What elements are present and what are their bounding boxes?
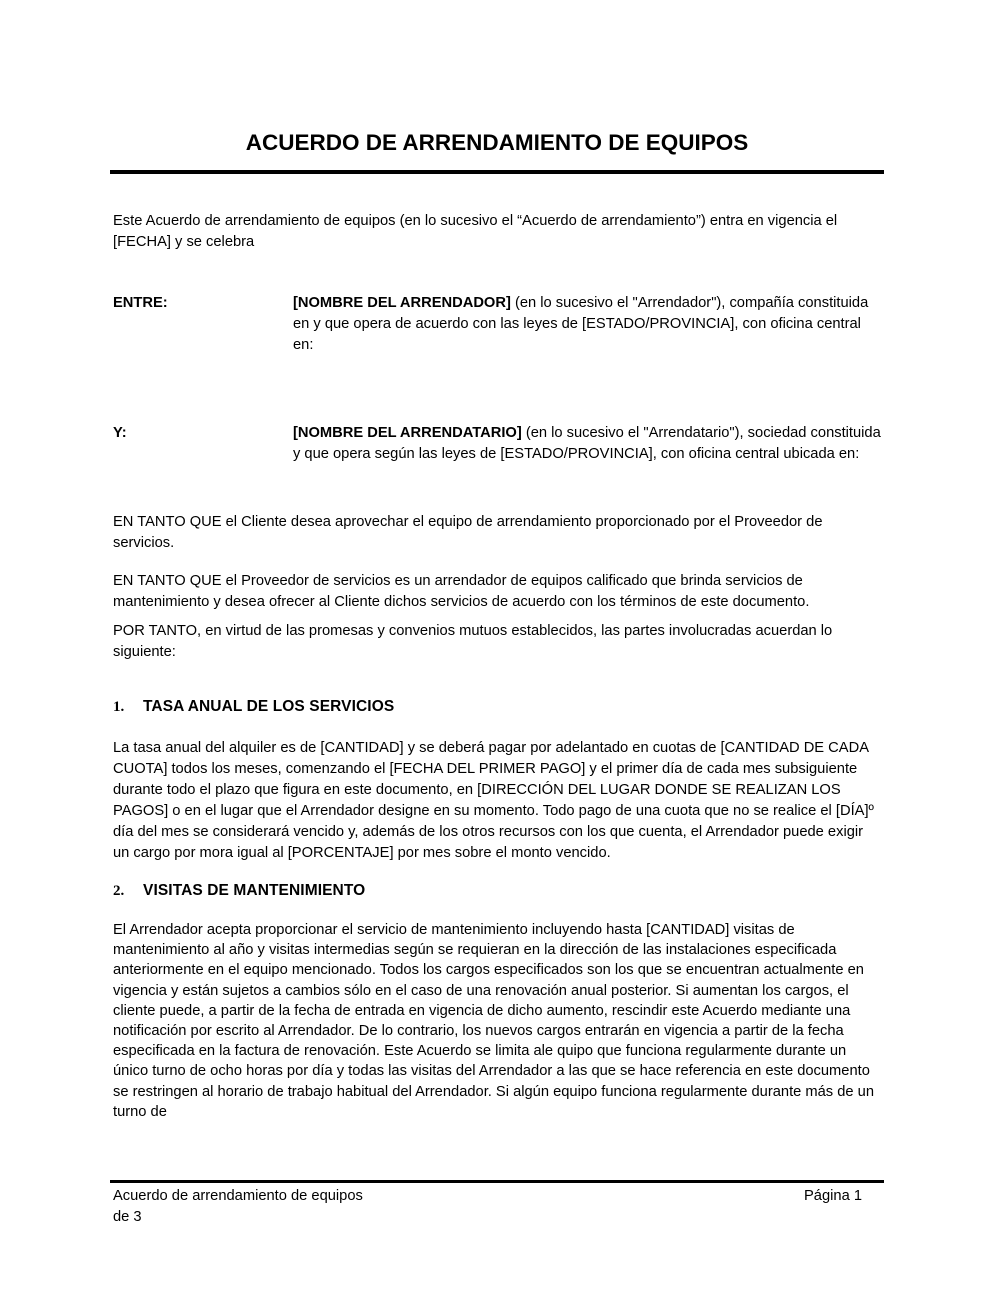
party-name-placeholder: [NOMBRE DEL ARRENDADOR] [293,295,511,311]
party-label: Y: [113,425,127,441]
party-row-y [113,423,881,465]
title-divider-rule [110,170,884,174]
party-row-entre [113,293,881,356]
recital-paragraph: POR TANTO, en virtud de las promesas y convenios mutuos establecidos, las partes involucradas acuerdan lo siguiente: [113,623,833,660]
document-content [0,129,1000,1122]
section-number: 1. [113,699,125,715]
section-number: 2. [113,883,125,899]
document-title: ACUERDO DE ARRENDAMIENTO DE EQUIPOS [245,130,749,155]
section-heading: TASA ANUAL DE LOS SERVICIOS [143,698,395,715]
party-description [293,293,881,356]
footer-divider-rule [110,1180,884,1183]
party-description-text: (en lo sucesivo el "Arrendador"), compañía constituida en y que opera de acuerdo con las leyes de [ESTADO/PROVINCIA], con oficina central en: [293,295,869,353]
page-footer [113,1180,881,1228]
recital-paragraph: EN TANTO QUE el Proveedor de servicios es un arrendador de equipos calificado que brinda servicios de mantenimiento y desea ofrecer al Cliente dichos servicios de acuerdo con los términos de este documento. [113,573,810,610]
party-name-placeholder: [NOMBRE DEL ARRENDATARIO] [293,425,522,441]
footer-page-total: de 3 [113,1209,142,1225]
party-description-text: (en lo sucesivo el "Arrendatario"), sociedad constituida y que opera según las leyes de [ESTADO/PROVINCIA], con oficina central ubicada en: [293,425,881,462]
party-description [293,423,881,465]
footer-page-number: Página 1 [804,1188,862,1204]
section-heading: VISITAS DE MANTENIMIENTO [143,882,366,899]
footer-first-line [113,1186,881,1207]
section-1-heading-row [113,696,881,718]
intro-paragraph: Este Acuerdo de arrendamiento de equipos (en lo sucesivo el “Acuerdo de arrendamiento”) entra en vigencia el [FECHA] y se celebra [113,213,838,250]
recital-paragraph: EN TANTO QUE el Cliente desea aprovechar el equipo de arrendamiento proporcionado por el Proveedor de servicios. [113,514,823,551]
party-label: ENTRE: [113,295,168,311]
section-2-heading-row [113,880,881,902]
section-2-body: El Arrendador acepta proporcionar el servicio de mantenimiento incluyendo hasta [CANTIDAD] visitas de mantenimiento al año y visitas intermedias según se requieran en la dirección de las instalaciones especificada anteriormente en el equipo mencionado. Todos los cargos especificados son los que se encuentran actualmente en vigencia y están sujetos a cambios sólo en el caso de una renovación anual posterior. Si aumentan los cargos, el cliente puede, a partir de la fecha de entrada en vigencia de dicho aumento, rescindir este Acuerdo mediante una notificación por escrito al Arrendador. De lo contrario, los nuevos cargos entrarán en vigencia a partir de la fecha especificada en la factura de renovación. Este Acuerdo se limita ale quipo que funciona regularmente durante un único turno de ocho horas por día y todas las visitas del Arrendador a las que se hace referencia en este documento se restringen al horario de trabajo habitual del Arrendador. Si algún equipo funciona regularmente durante más de un turno de [113,922,874,1120]
footer-doc-title: Acuerdo de arrendamiento de equipos [113,1188,363,1204]
section-1-body: La tasa anual del alquiler es de [CANTIDAD] y se deberá pagar por adelantado en cuotas de [CANTIDAD DE CADA CUOTA] todos los meses, comenzando el [FECHA DEL PRIMER PAGO] y el primer día de cada mes subsiguiente durante todo el plazo que figura en este documento, en [DIRECCIÓN DEL LUGAR DONDE SE REALIZAN LOS PAGOS] o en el lugar que el Arrendador designe en su momento. Todo pago de una cuota que no se realice el [DÍA]º día del mes se considerará vencido y, además de los otros recursos con los que cuenta, el Arrendador puede exigir un cargo por mora igual al [PORCENTAJE] por mes sobre el monto vencido. [113,740,874,861]
